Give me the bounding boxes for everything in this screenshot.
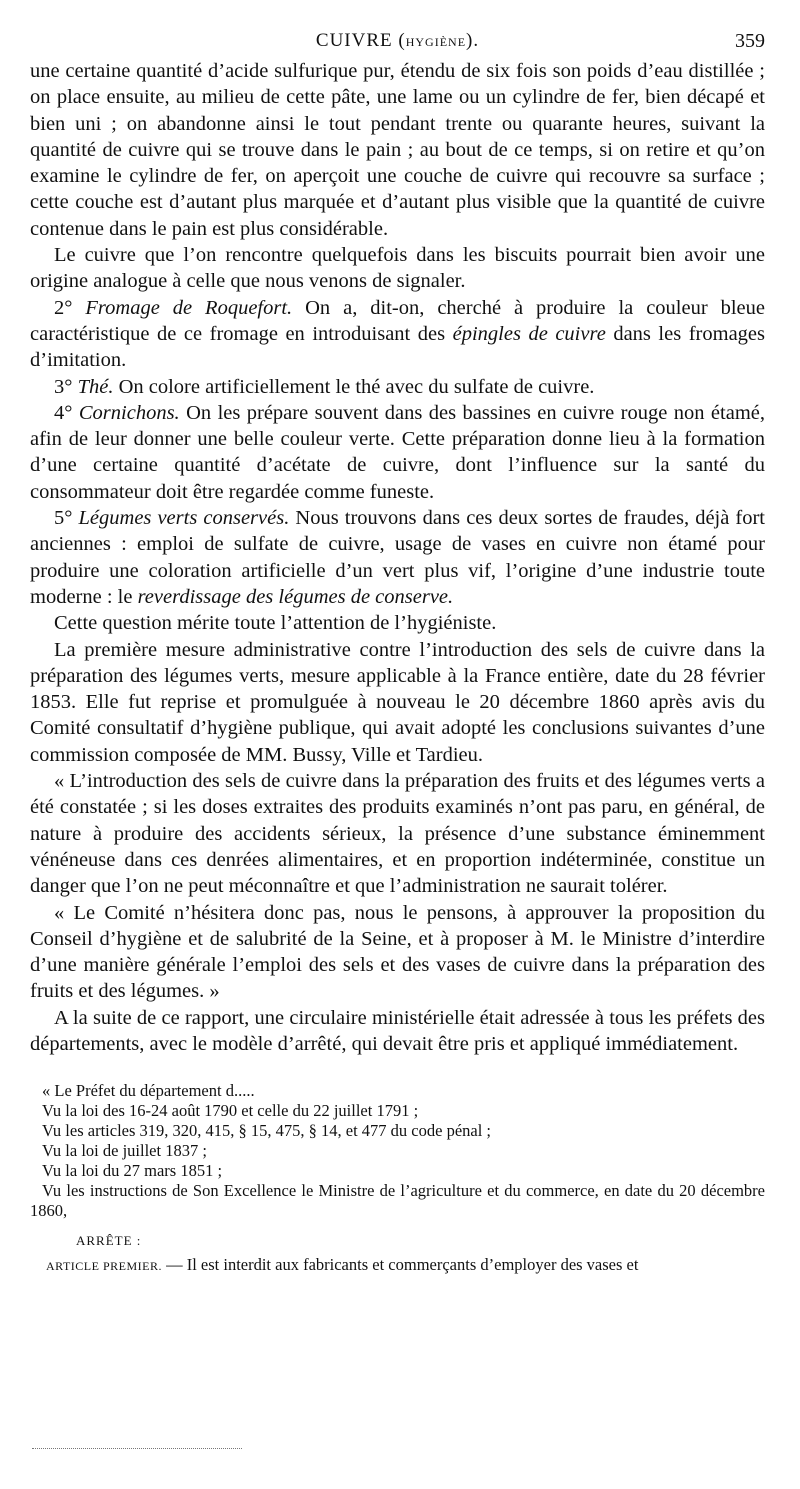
- article-label: ARTICLE PREMIER.: [46, 1259, 162, 1274]
- italic-run: reverdissage des légumes de conserve.: [137, 585, 454, 608]
- decree-line: Vu les articles 319, 320, 415, § 15, 475, § 14, et 477 du code pénal ;: [42, 1121, 492, 1141]
- decree-line: Vu les instructions de Son Excellence le Ministre de l’agriculture et du commerce, en date du 20 décembre 1860,: [30, 1181, 765, 1221]
- decree-line: Vu la loi de juillet 1837 ;: [42, 1141, 207, 1161]
- arrete-label: ARRÊTE :: [76, 1233, 142, 1249]
- text-run: On a, dit-on, cherché à produire la couleur bleue caractéristique de ce fromage en introduisant des: [30, 296, 766, 345]
- text-run: 5°: [54, 507, 79, 530]
- paragraph: [30, 295, 765, 374]
- italic-run: Thé.: [77, 375, 114, 398]
- text-run: Le cuivre que l’on rencontre quelquefois dans les biscuits pourrait bien avoir une origine analogue à celle que nous venons de signaler.: [30, 244, 765, 293]
- paragraph: [30, 900, 765, 1005]
- text-run: 4°: [54, 401, 79, 424]
- italic-run: Cornichons.: [78, 401, 180, 424]
- page-number: 359: [735, 30, 765, 52]
- text-run: La première mesure administrative contre l’introduction des sels de cuivre dans la préparation des légumes verts, mesure applicable à la France entière, date du 28 février 1853. Elle fut reprise et promulguée à nouveau le 20 décembre 1860 après avis du Comité consultatif d’hygiène publique, qui avait adopté les conclusions suivantes d’une commission composée de MM. Bussy, Ville et Tardieu.: [30, 638, 765, 766]
- running-title-subject: HYGIÈNE: [405, 35, 467, 49]
- text-run: On les prépare souvent dans des bassines en cuivre rouge non étamé, afin de leur donner une belle couleur verte. Cette préparation donne lieu à la formation d’une certaine quantité d’acétate de cuivre, dont l’influence sur la santé du consommateur doit être regardée comme funeste.: [30, 401, 765, 503]
- footer-rule: [32, 1448, 242, 1449]
- decree-line: « Le Préfet du département d.....: [42, 1081, 255, 1101]
- running-head: [30, 0, 765, 58]
- paragraph: [30, 610, 765, 636]
- text-run: Nous trouvons dans ces deux sortes de fraudes, déjà fort anciennes : emploi de sulfate de cuivre, usage de vases en cuivre non étamé pour produire une coloration artificielle d’un vert plus vif, l’origine d’une industrie toute moderne : le: [30, 507, 765, 608]
- italic-run: Légumes verts conservés.: [78, 507, 290, 530]
- paragraph: [30, 768, 765, 899]
- paragraph: [30, 400, 765, 505]
- text-run: Cette question mérite toute l’attention de l’hygiéniste.: [54, 612, 497, 635]
- italic-run: épingles de cuivre: [452, 322, 606, 345]
- decree-line: Vu la loi des 16-24 août 1790 et celle du 22 juillet 1791 ;: [42, 1101, 419, 1121]
- text-run: A la suite de ce rapport, une circulaire ministérielle était adressée à tous les préfets des départements, avec le modèle d’arrêté, qui devait être pris et appliqué immédiatement.: [30, 1006, 765, 1055]
- running-title-end: ).: [466, 30, 480, 51]
- paragraph: [30, 505, 765, 610]
- text-run: 2°: [54, 296, 86, 319]
- text-run: dans les fromages d’imitation.: [30, 322, 765, 372]
- text-run: On colore artificiellement le thé avec du sulfate de cuivre.: [113, 375, 595, 398]
- article-text: — Il est interdit aux fabricants et commerçants d’employer des vases et: [161, 1255, 639, 1275]
- article-premier: [30, 1255, 765, 1276]
- paragraph: [30, 374, 765, 400]
- running-title: [30, 30, 765, 52]
- paragraph: [30, 1005, 765, 1058]
- paragraph: [30, 242, 765, 295]
- decree-lines: [30, 1081, 765, 1221]
- paragraph: [30, 58, 765, 242]
- document-page: [30, 0, 765, 1276]
- body-text: [30, 58, 765, 1057]
- text-run: 3°: [54, 375, 78, 398]
- paragraph: [30, 637, 765, 768]
- italic-run: Fromage de Roquefort.: [85, 296, 293, 319]
- text-run: « Le Comité n’hésitera donc pas, nous le pensons, à approuver la proposition du Conseil d’hygiène et de salubrité de la Seine, et à proposer à M. le Ministre d’interdire d’une manière générale l’emploi des sels et des vases de cuivre dans la préparation des fruits et des légumes. »: [30, 901, 765, 1003]
- text-run: « L’introduction des sels de cuivre dans la préparation des fruits et des légumes verts a été constatée ; si les doses extraites des produits examinés n’ont pas paru, en général, de nature à produire des accidents sérieux, la présence d’une substance éminemment vénéneuse dans ces denrées alimentaires, et en proportion indéterminée, constitue un danger que l’on ne peut méconnaître et que l’administration ne saurait tolérer.: [30, 770, 765, 898]
- decree-notes: [30, 1081, 765, 1276]
- decree-line: Vu la loi du 27 mars 1851 ;: [42, 1161, 223, 1181]
- text-run: une certaine quantité d’acide sulfurique pur, étendu de six fois son poids d’eau distillée ; on place ensuite, au milieu de cette pâte, une lame ou un cylindre de fer, bien décapé et bien uni ; on abandonne ainsi le tout pendant trente ou quarante heures, suivant la quantité de cuivre qui se trouve dans le pain ; au bout de ce temps, si on retire et qu’on examine le cylindre de fer, on aperçoit une couche de cuivre qui recouvre sa surface ; cette couche est d’autant plus marquée et d’autant plus visible que la quantité de cuivre contenue dans le pain est plus considérable.: [30, 60, 765, 240]
- running-title-main: CUIVRE (: [315, 30, 406, 51]
